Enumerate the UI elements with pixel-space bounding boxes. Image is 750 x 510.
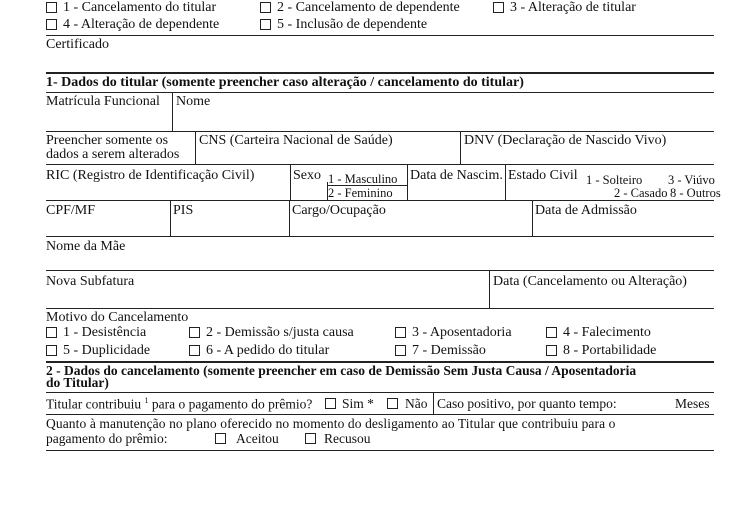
divider	[46, 92, 714, 93]
motivo-duplicidade: 5 - Duplicidade	[63, 343, 151, 358]
option-cancelamento-dependente: 2 - Cancelamento de dependente	[277, 0, 460, 15]
estado-civil-option-solteiro: 1 - Solteiro	[586, 173, 643, 187]
nome-label: Nome	[176, 94, 211, 109]
motivo-aposentadoria: 3 - Aposentadoria	[412, 325, 512, 340]
divider	[407, 164, 408, 200]
sexo-box-mid	[327, 185, 407, 186]
checkbox-aposentadoria[interactable]	[395, 327, 406, 338]
nova-subfatura-label: Nova Subfatura	[46, 274, 135, 289]
divider	[46, 450, 714, 451]
checkbox-inclusao-dependente[interactable]	[260, 19, 271, 30]
sim-label: Sim *	[342, 396, 374, 411]
option-cancelamento-titular: 1 - Cancelamento do titular	[63, 0, 217, 15]
divider	[46, 200, 714, 201]
manutencao-text-line1: Quanto à manutenção no plano oferecido no momento do desligamento ao Titular que contribuiu para o	[46, 416, 616, 431]
divider	[170, 200, 171, 236]
checkbox-desistencia[interactable]	[46, 327, 57, 338]
matricula-label: Matrícula Funcional	[46, 94, 160, 109]
divider	[433, 392, 434, 414]
checkbox-nao[interactable]	[387, 398, 398, 409]
meses-label: Meses	[675, 396, 710, 411]
divider	[172, 92, 173, 131]
divider	[46, 308, 714, 309]
estado-civil-option-outros: 8 - Outros	[670, 186, 721, 200]
checkbox-alteracao-titular[interactable]	[493, 2, 504, 13]
motivo-label: Motivo do Cancelamento	[46, 310, 189, 325]
motivo-pedido-titular: 6 - A pedido do titular	[206, 343, 330, 358]
checkbox-duplicidade[interactable]	[46, 345, 57, 356]
option-alteracao-titular: 3 - Alteração de titular	[510, 0, 636, 15]
checkbox-portabilidade[interactable]	[546, 345, 557, 356]
divider	[46, 164, 714, 165]
motivo-falecimento: 4 - Falecimento	[563, 325, 651, 340]
caso-positivo-label: Caso positivo, por quanto tempo:	[437, 396, 617, 411]
checkbox-aceitou[interactable]	[215, 433, 226, 444]
divider	[505, 164, 506, 200]
divider	[46, 236, 714, 237]
nao-label: Não	[405, 396, 428, 411]
divider	[46, 414, 714, 415]
option-inclusao-dependente: 5 - Inclusão de dependente	[277, 17, 428, 32]
sexo-label: Sexo	[293, 168, 321, 183]
preencher-label-line2: dados a serem alterados	[46, 147, 180, 162]
estado-civil-option-viuvo: 3 - Viúvo	[668, 173, 715, 187]
ric-label: RIC (Registro de Identificação Civil)	[46, 168, 255, 183]
cargo-label: Cargo/Ocupação	[292, 203, 386, 218]
section2-title-line1: 2 - Dados do cancelamento (somente preencher em caso de Demissão Sem Justa Causa / Aposentadoria	[46, 363, 637, 378]
motivo-demissao: 7 - Demissão	[412, 343, 486, 358]
divider	[460, 131, 461, 164]
certificado-label: Certificado	[46, 37, 109, 52]
motivo-portabilidade: 8 - Portabilidade	[563, 343, 657, 358]
contribuiu-text: Titular contribuiu	[46, 396, 142, 412]
checkbox-demissao[interactable]	[395, 345, 406, 356]
divider	[46, 35, 714, 36]
recusou-label: Recusou	[324, 431, 371, 446]
data-admissao-label: Data de Admissão	[535, 203, 637, 218]
data-cancelamento-label: Data (Cancelamento ou Alteração)	[493, 274, 687, 289]
nome-mae-label: Nome da Mãe	[46, 239, 126, 254]
checkbox-cancelamento-dependente[interactable]	[260, 2, 271, 13]
manutencao-text-line2: pagamento do prêmio:	[46, 431, 168, 446]
footnote-marker: 1	[144, 396, 149, 405]
checkbox-recusou[interactable]	[305, 433, 316, 444]
motivo-desistencia: 1 - Desistência	[63, 325, 147, 340]
section2-title-line2: do Titular)	[46, 375, 109, 390]
divider	[532, 200, 533, 236]
checkbox-falecimento[interactable]	[546, 327, 557, 338]
checkbox-sim[interactable]	[325, 398, 336, 409]
divider	[290, 164, 291, 200]
section-divider	[46, 72, 714, 74]
divider	[289, 200, 290, 236]
pis-label: PIS	[173, 203, 194, 218]
aceitou-label: Aceitou	[236, 431, 279, 446]
cns-label: CNS (Carteira Nacional de Saúde)	[199, 133, 393, 148]
contribuiu-question	[46, 397, 312, 411]
divider	[195, 131, 196, 164]
estado-civil-label: Estado Civil	[508, 168, 578, 183]
dnv-label: DNV (Declaração de Nascido Vivo)	[464, 133, 667, 148]
preencher-label-line1: Preencher somente os	[46, 133, 169, 148]
checkbox-pedido-titular[interactable]	[189, 345, 200, 356]
divider	[46, 270, 714, 271]
contribuiu-text-end: para o pagamento do prêmio?	[151, 396, 313, 412]
checkbox-demissao-sem-justa-causa[interactable]	[189, 327, 200, 338]
checkbox-alteracao-dependente[interactable]	[46, 19, 57, 30]
divider	[46, 392, 714, 393]
data-nascimento-label: Data de Nascim.	[410, 168, 503, 183]
section1-title: 1- Dados do titular (somente preencher caso alteração / cancelamento do titular)	[46, 75, 524, 90]
sexo-option-feminino: 2 - Feminino	[328, 186, 393, 200]
estado-civil-option-casado: 2 - Casado	[614, 186, 668, 200]
option-alteracao-dependente: 4 - Alteração de dependente	[63, 17, 220, 32]
cpf-label: CPF/MF	[46, 203, 96, 218]
motivo-demissao-sem-justa-causa: 2 - Demissão s/justa causa	[206, 325, 354, 340]
divider	[46, 131, 714, 132]
checkbox-cancelamento-titular[interactable]	[46, 2, 57, 13]
sexo-option-masculino: 1 - Masculino	[328, 172, 398, 186]
divider	[489, 270, 490, 308]
